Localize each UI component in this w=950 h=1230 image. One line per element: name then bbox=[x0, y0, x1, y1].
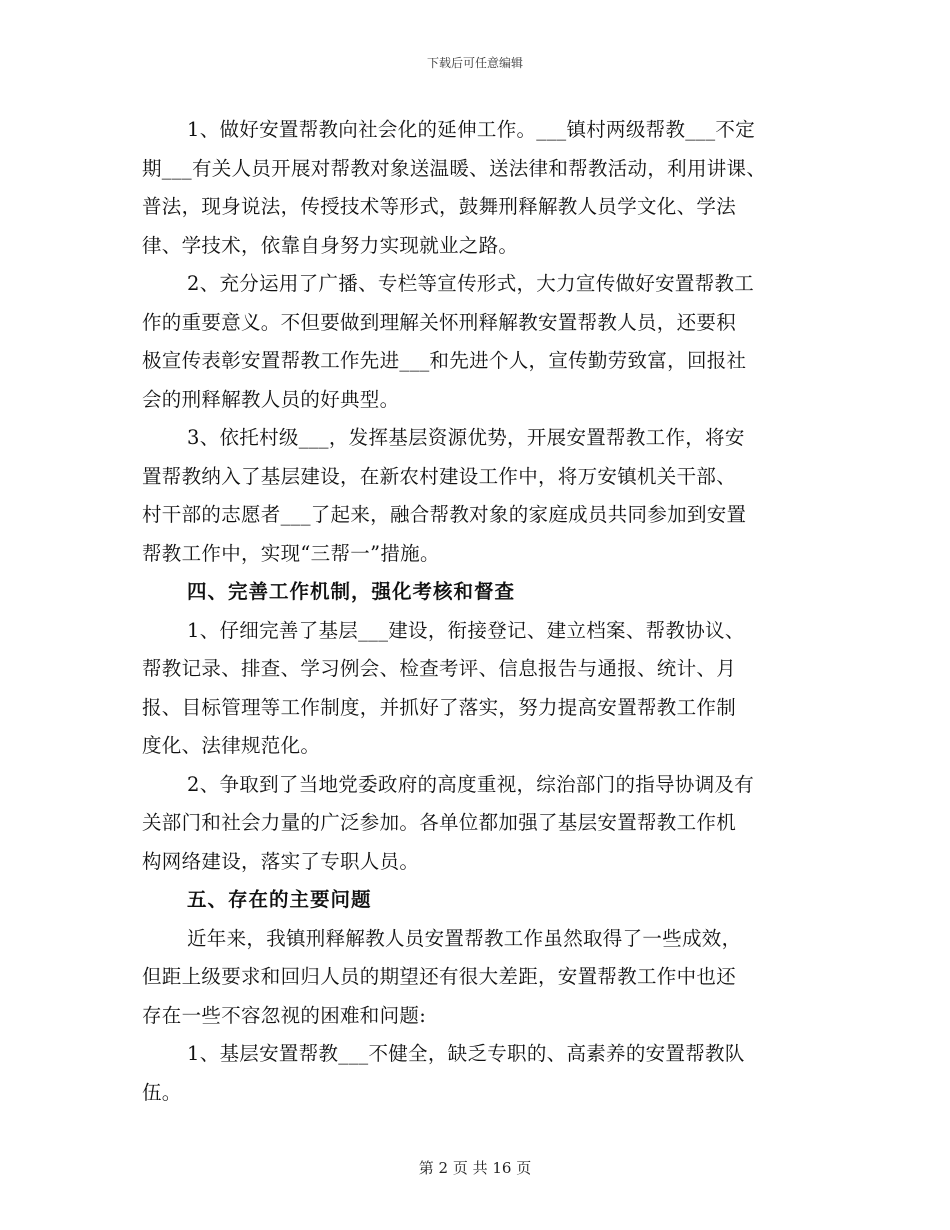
paragraph-line: 普法，现身说法，传授技术等形式，鼓舞刑释解教人员学文化、学法 bbox=[142, 195, 737, 218]
paragraph-line: 1、做好安置帮教向社会化的延伸工作。___镇村两级帮教___不定 bbox=[187, 118, 756, 141]
paragraph-line: 存在一些不容忽视的困难和问题: bbox=[142, 1003, 427, 1027]
paragraph-line: 律、学技术，依靠自身努力实现就业之路。 bbox=[142, 233, 519, 257]
paragraph-line: 但距上级要求和回归人员的期望还有很大差距，安置帮教工作中也还 bbox=[142, 965, 737, 988]
section-heading: 四、完善工作机制，强化考核和督查 bbox=[187, 580, 516, 603]
paragraph-line: 伍。 bbox=[142, 1080, 182, 1104]
paragraph-line: 作的重要意义。不但要做到理解关怀刑释解教安置帮教人员，还要积 bbox=[142, 310, 737, 334]
paragraph-line: 关部门和社会力量的广泛参加。各单位都加强了基层安置帮教工作机 bbox=[142, 811, 737, 834]
paragraph-line: 2、争取到了当地党委政府的高度重视，综治部门的指导协调及有 bbox=[187, 772, 755, 796]
document-body bbox=[142, 111, 810, 1112]
paragraph-line: 置帮教纳入了基层建设，在新农村建设工作中，将万安镇机关干部、 bbox=[142, 464, 737, 488]
paragraph-line: 帮教工作中，实现“三帮一”措施。 bbox=[142, 541, 440, 565]
paragraph-line: 极宣传表彰安置帮教工作先进___和先进个人，宣传勤劳致富，回报社 bbox=[142, 349, 747, 372]
paragraph-line: 2、充分运用了广播、专栏等宣传形式，大力宣传做好安置帮教工 bbox=[187, 272, 755, 295]
section-heading: 五、存在的主要问题 bbox=[187, 888, 372, 911]
paragraph-line: 构网络建设，落实了专职人员。 bbox=[142, 849, 420, 873]
page-header: 下载后可任意编辑 bbox=[426, 56, 523, 70]
paragraph-line: 村干部的志愿者___了起来，融合帮教对象的家庭成员共同参加到安置 bbox=[142, 503, 747, 526]
paragraph-line: 1、基层安置帮教___不健全，缺乏专职的、高素养的安置帮教队 bbox=[187, 1042, 745, 1065]
paragraph-line: 帮教记录、排查、学习例会、检查考评、信息报告与通报、统计、月 bbox=[142, 657, 737, 680]
paragraph-line: 期___有关人员开展对帮教对象送温暖、送法律和帮教活动，利用讲课、 bbox=[142, 156, 767, 180]
paragraph-line: 1、仔细完善了基层___建设，衔接登记、建立档案、帮教协议、 bbox=[187, 618, 745, 642]
paragraph-line: 近年来，我镇刑释解教人员安置帮教工作虽然取得了一些成效， bbox=[187, 926, 742, 950]
page-footer: 第 2 页 共 16 页 bbox=[418, 1159, 532, 1177]
paragraph-line: 报、目标管理等工作制度，并抓好了落实，努力提高安置帮教工作制 bbox=[142, 695, 737, 719]
paragraph-line: 度化、法律规范化。 bbox=[142, 734, 321, 757]
paragraph-line: 会的刑释解教人员的好典型。 bbox=[142, 387, 400, 411]
paragraph-line: 3、依托村级___，发挥基层资源优势，开展安置帮教工作，将安 bbox=[187, 426, 745, 449]
